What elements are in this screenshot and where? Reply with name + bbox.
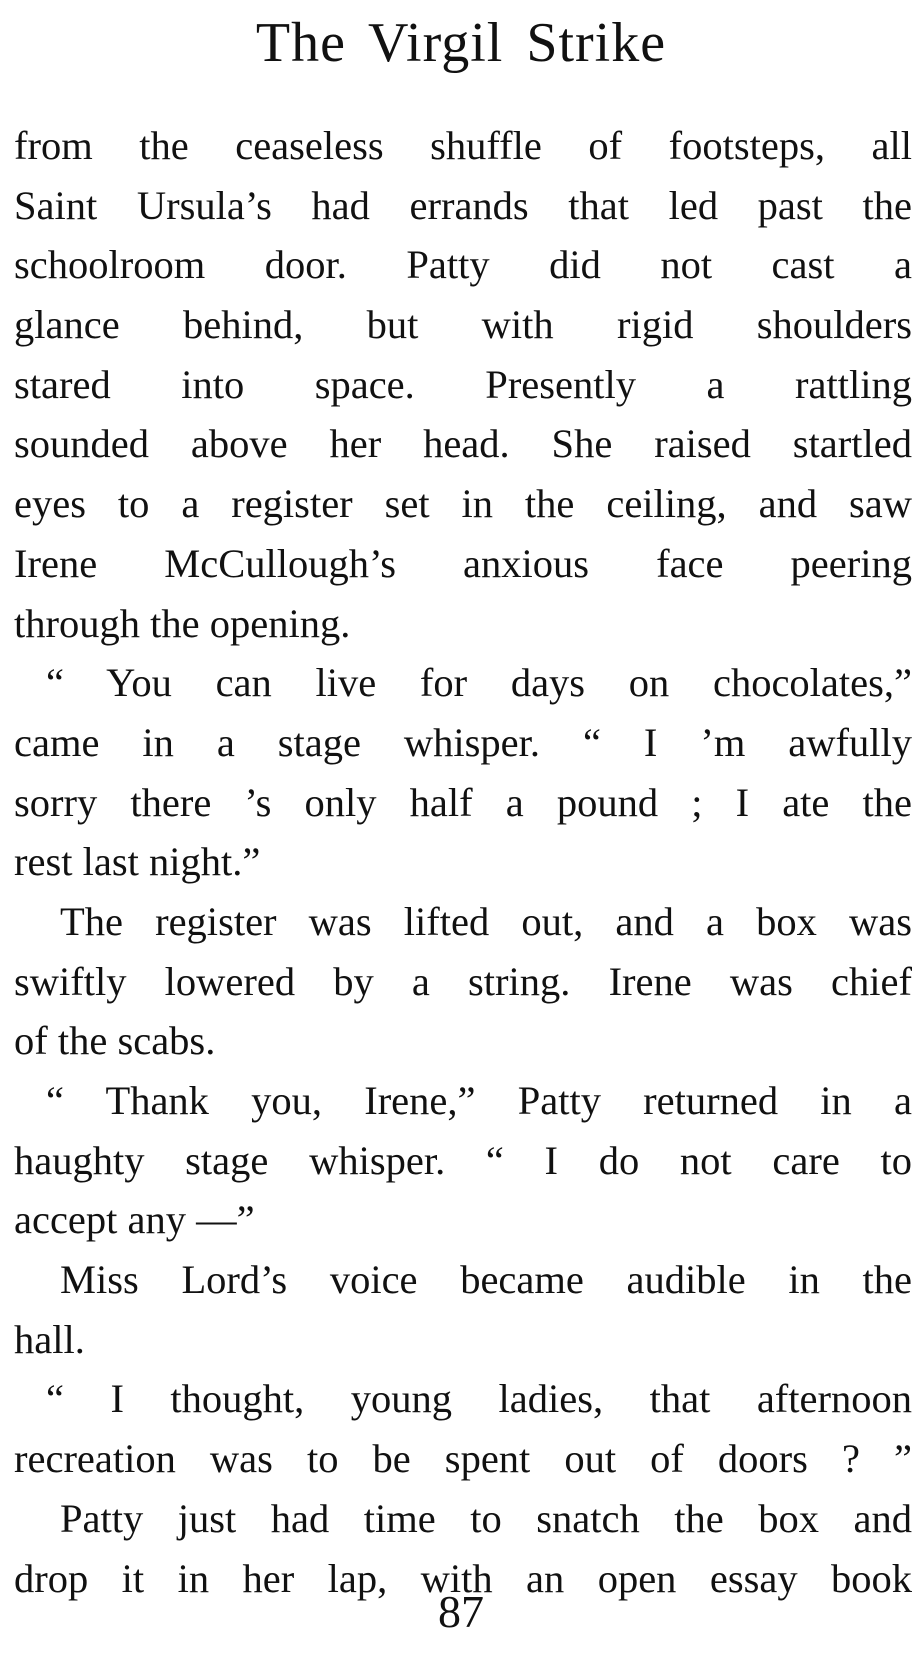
text-line: accept any —” [14,1197,255,1243]
text-line: from the ceaseless shuffle of footsteps, all [14,123,912,168]
text-line: Irene McCullough’s anxious face peering [14,540,912,586]
text-line: haughty stage whisper. “ I do not care to [14,1137,912,1183]
text-line: Patty just had time to snatch the box and [60,1495,912,1541]
text-line: sounded above her head. She raised startled [14,421,912,467]
text-line: hall. [14,1316,85,1362]
text-line: The register was lifted out, and a box was [60,898,912,944]
text-line: came in a stage whisper. “ I ’m awfully [14,719,912,765]
page-number: 87 [438,1586,484,1637]
text-line: glance behind, but with rigid shoulders [14,302,912,348]
running-title: The Virgil Strike [255,12,667,74]
text-line: sorry there ’s only half a pound ; I ate the [14,779,912,825]
text-line: recreation was to be spent out of doors ? ” [14,1436,912,1482]
text-line: eyes to a register set in the ceiling, and saw [14,481,912,527]
text-line: through the opening. [14,600,351,646]
text-line: rest last night.” [14,839,261,885]
text-line: of the scabs. [14,1018,216,1064]
text-line: “ Thank you, Irene,” Patty returned in a [46,1078,912,1123]
text-line: stared into space. Presently a rattling [14,361,912,407]
text-line: drop it in her lap, with an open essay book [14,1555,912,1601]
text-line: “ You can live for days on chocolates,” [46,660,912,706]
page-body-text [14,116,912,1608]
text-line: schoolroom door. Patty did not cast a [14,242,912,288]
text-line: “ I thought, young ladies, that afternoon [46,1376,912,1422]
text-line: Saint Ursula’s had errands that led past the [14,182,912,228]
text-line: Miss Lord’s voice became audible in the [60,1257,912,1303]
text-line: swiftly lowered by a string. Irene was chief [14,958,912,1004]
